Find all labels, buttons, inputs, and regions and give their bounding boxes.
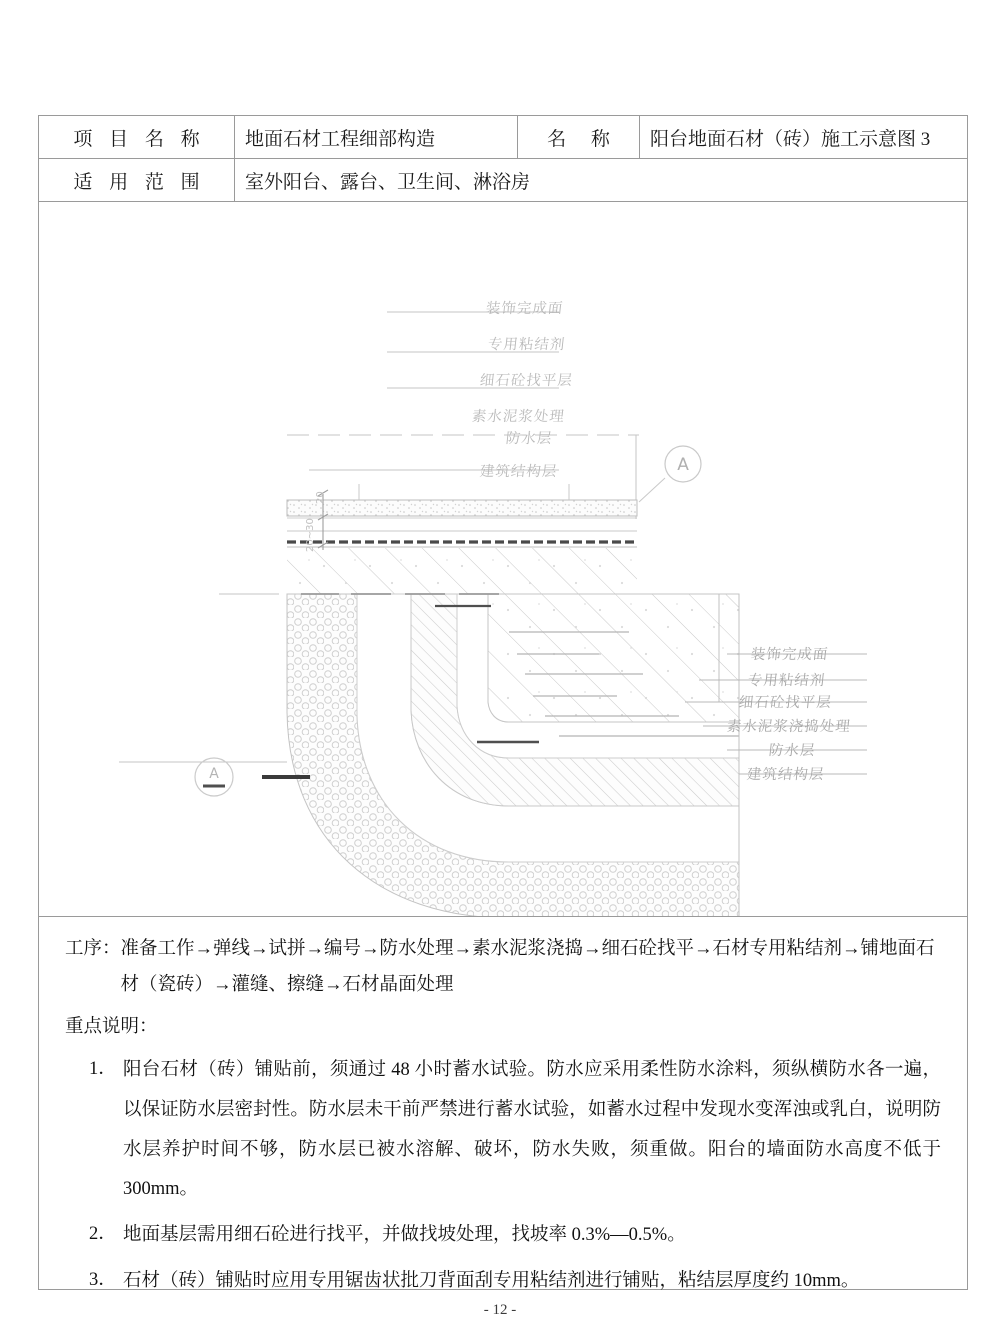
scope-label: 适 用 范 围 — [39, 159, 235, 201]
note-item — [89, 1216, 941, 1256]
right-label-0: 装饰完成面 — [750, 647, 830, 663]
note-number: 1． — [89, 1059, 117, 1080]
screed-band — [287, 519, 637, 537]
project-name-label: 项 目 名 称 — [39, 116, 235, 158]
construction-detail-diagram — [39, 202, 967, 917]
top-label-0: 装饰完成面 — [485, 301, 565, 317]
project-name-value: 地面石材工程细部构造 — [235, 116, 518, 158]
slab-tick-marks — [359, 484, 569, 500]
top-label-4: 防水层 — [505, 431, 554, 447]
process-label: 工序： — [65, 939, 121, 959]
drawing-name-label: 名 称 — [518, 116, 640, 158]
top-label-3: 素水泥浆处理 — [471, 409, 566, 425]
svg-text:A: A — [209, 766, 219, 782]
header-row-scope — [39, 159, 967, 202]
note-number: 3． — [89, 1270, 117, 1291]
note-text: 地面基层需用细石砼进行找平，并做找坡处理，找坡率 0.3%—0.5%。 — [123, 1225, 686, 1246]
detail-callout-a — [665, 446, 701, 482]
key-points-title: 重点说明： — [65, 1017, 158, 1038]
right-label-4: 防水层 — [768, 743, 817, 759]
scope-value: 室外阳台、露台、卫生间、淋浴房 — [245, 171, 531, 193]
process-flow-row — [65, 931, 941, 1003]
right-label-2: 细石砼找平层 — [738, 695, 833, 711]
right-label-1: 专用粘结剂 — [747, 673, 827, 689]
note-text: 石材（砖）铺贴时应用专用锯齿状批刀背面刮专用粘结剂进行铺贴，粘结层厚度约 10mm。 — [123, 1271, 860, 1292]
stone-finish-band — [287, 500, 637, 516]
waterproof-leader-line — [287, 435, 639, 532]
note-item — [89, 1262, 941, 1302]
dimension-total-label: 20~30 — [305, 518, 316, 552]
header-row-project — [39, 116, 967, 159]
page-footer: - 12 - — [483, 1302, 517, 1318]
svg-text:A: A — [677, 455, 689, 475]
note-text: 阳台石材（砖）铺贴前，须通过 48 小时蓄水试验。防水应采用柔性防水涂料，须纵横防水各一遍，以保证防水层密封性。防水层未干前严禁进行蓄水试验，如蓄水过程中发现水变浑浊或乳白，说明防水层养护时间不够，防水层已被水溶解、破坏，防水失败，须重做。阳台的墙面防水高度不低于 300mm。 — [123, 1060, 941, 1200]
note-number: 2． — [89, 1224, 117, 1245]
notes-section — [39, 917, 967, 1312]
right-label-5: 建筑结构层 — [746, 767, 826, 783]
top-label-2: 细石砼找平层 — [479, 373, 574, 389]
note-item — [89, 1051, 941, 1210]
top-label-1: 专用粘结剂 — [487, 337, 567, 353]
right-label-3: 素水泥浆浇捣处理 — [726, 719, 852, 735]
drawing-name-value: 阳台地面石材（砖）施工示意图 3 — [650, 128, 931, 150]
process-text: 准备工作→弹线→试拼→编号→防水处理→素水泥浆浇捣→细石砼找平→石材专用粘结剂→铺地面石材（瓷砖）→灌缝、擦缝→石材晶面处理 — [120, 939, 935, 996]
dimension-top-label: 20 — [315, 491, 326, 504]
top-label-5: 建筑结构层 — [479, 464, 559, 480]
detail-sheet — [38, 115, 968, 1290]
